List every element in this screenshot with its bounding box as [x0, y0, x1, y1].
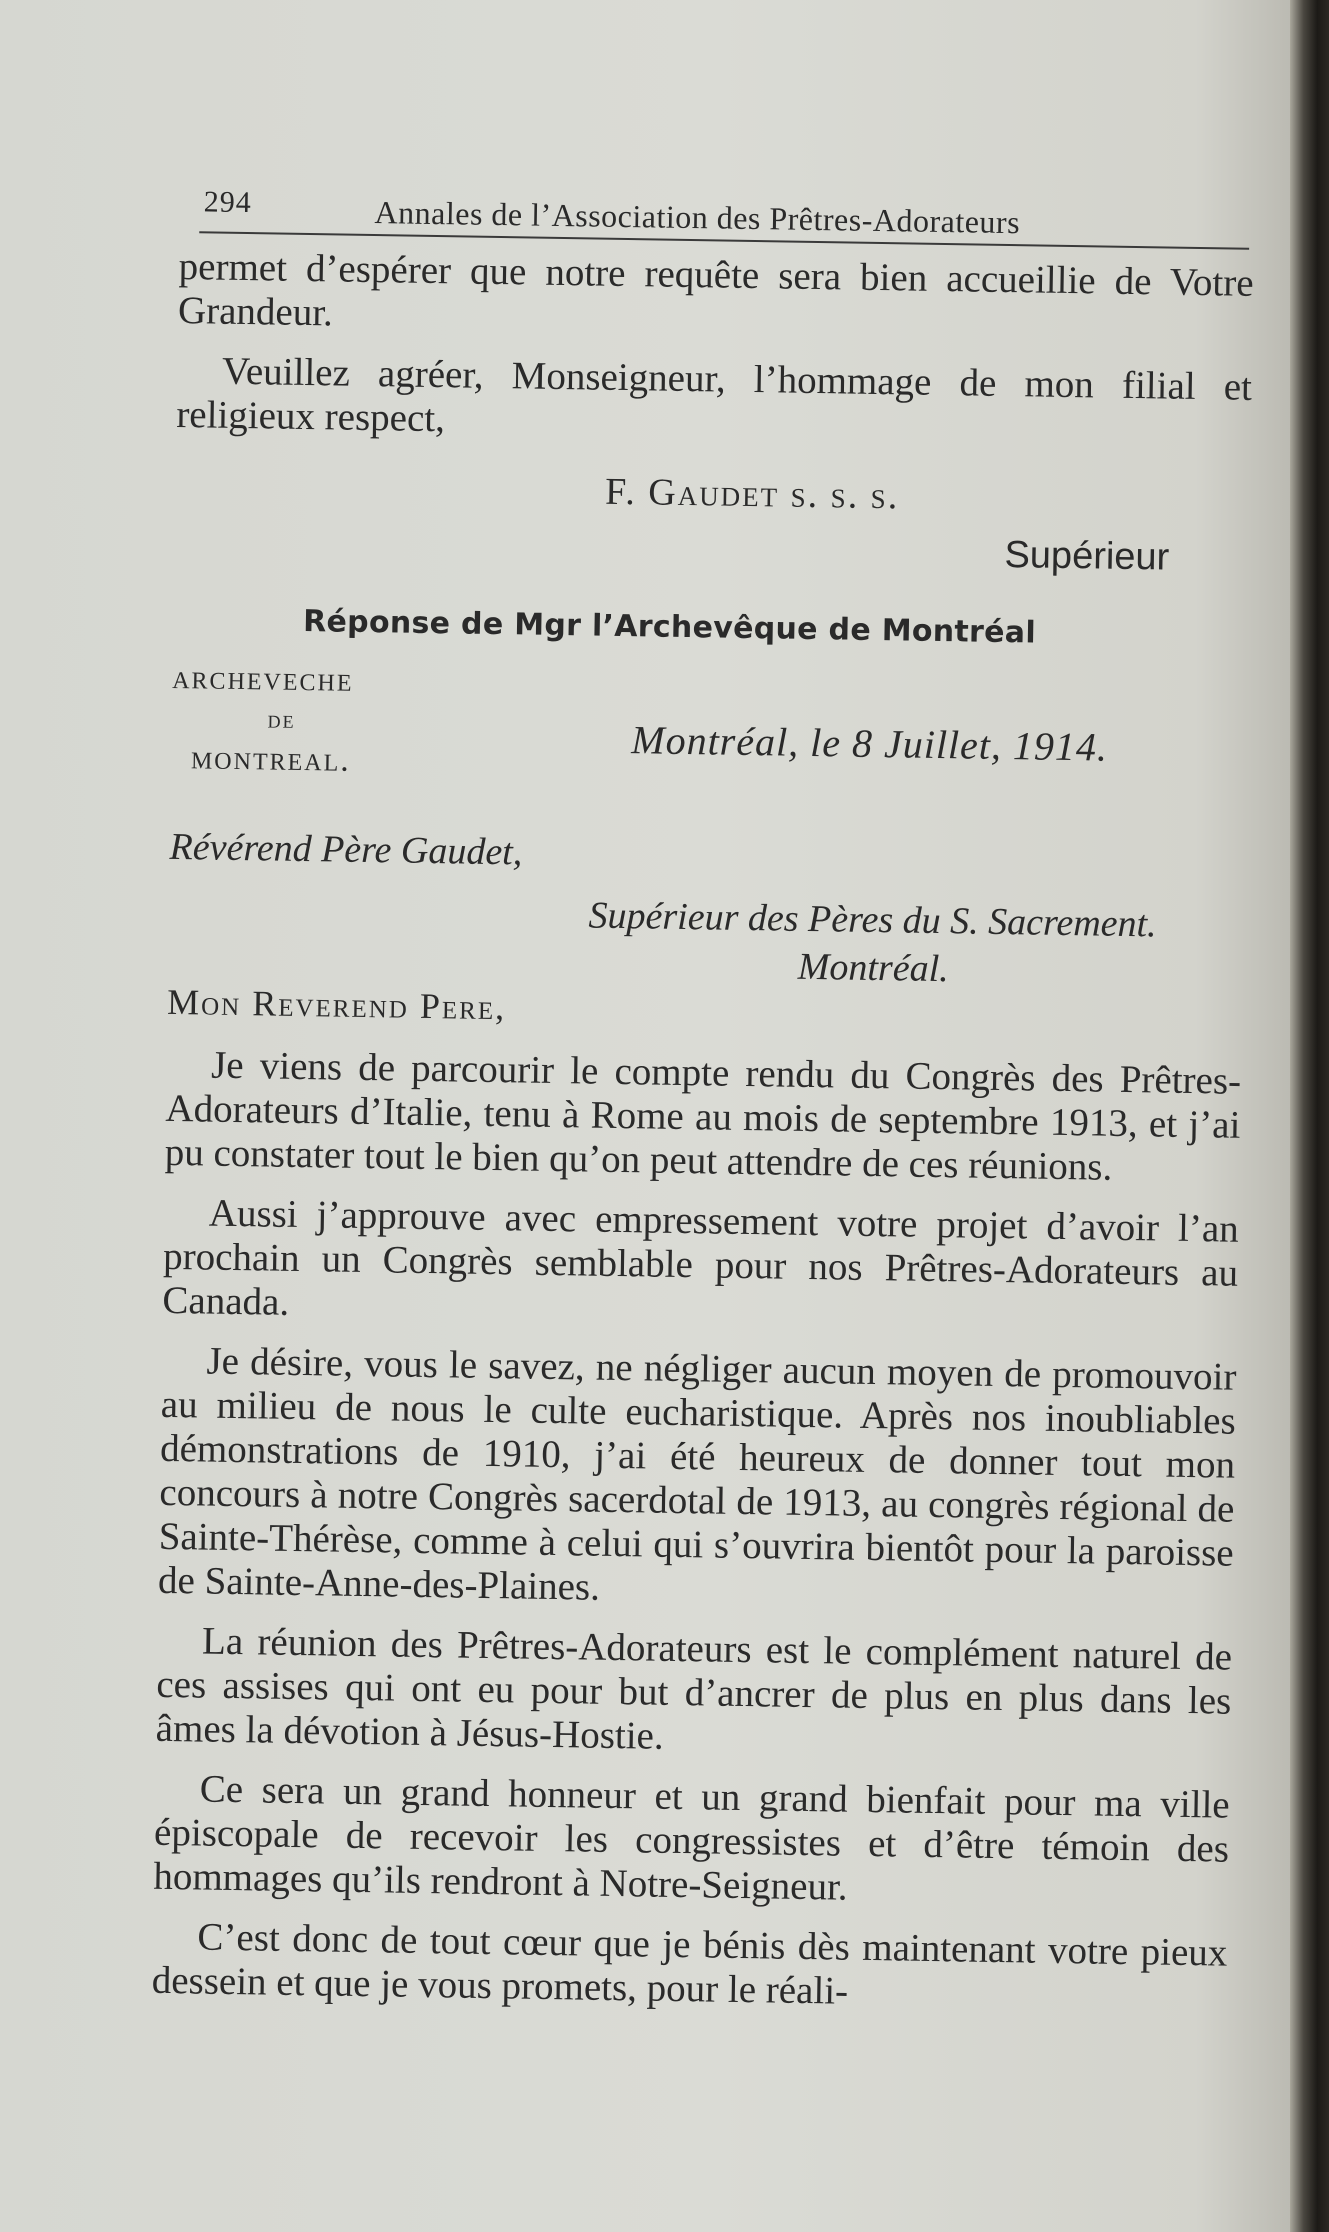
signature-name: F. Gaudet s. s. s. — [604, 470, 900, 518]
closing-paragraph: Veuillez agréer, Monseigneur, l’hommage de mon filial et religieux respect, — [176, 349, 1253, 441]
letterhead-line-2: de — [267, 704, 296, 734]
book-spine-shadow — [1290, 0, 1329, 2232]
letter-salutation: Révérend Père Gaudet, — [169, 825, 523, 874]
letter-paragraph: La réunion des Prêtres-Adorateurs est le complément naturel de ces assises qui ont eu pour but d’ancrer de plus en plus dans les âmes la dévotion à Jésus-Hostie. — [155, 1619, 1233, 1758]
signature-title: Supérieur — [1004, 533, 1170, 579]
section-heading: Réponse de Mgr l’Archevêque de Montréal — [302, 603, 1037, 651]
letterhead-line-3: montreal. — [190, 739, 352, 779]
letter-address: Mon Reverend Pere, — [166, 981, 507, 1028]
letter-date: Montréal, le 8 Juillet, 1914. — [630, 717, 1109, 770]
letterhead-line-1: archeveche — [171, 658, 354, 699]
letter-paragraph: Ce sera un grand honneur et un grand bienfait pour ma ville épiscopale de recevoir les congressistes et d’être témoin des hommages qu’ils rendront à Notre-Seigneur. — [153, 1767, 1231, 1909]
recipient-line-1: Supérieur des Pères du S. Sacrement. — [588, 894, 1157, 946]
recipient-line-2: Montréal. — [797, 945, 950, 991]
letter-paragraph: Je désire, vous le savez, ne négliger aucun moyen de promouvoir au milieu de nous le culte eucharistique. Après nos inoubliables démonstrations de 1910, j’ai été heureux de donner tout mon concours à notre Congrès sacerdotal de 1913, au congrès régional de Sainte-Thérèse, comme à celui qui s’ouvrira bientôt pour la paroisse de Sainte-Anne-des-Plaines. — [157, 1339, 1237, 1609]
page-content — [151, 185, 1254, 2020]
letter-paragraph: C’est donc de tout cœur que je bénis dès maintenant votre pieux dessein et que je vous promets, pour le réali- — [151, 1915, 1228, 2013]
letter-paragraph: Je viens de parcourir le compte rendu du Congrès des Prêtres-Adorateurs d’Italie, tenu à Rome au mois de septembre 1913, et j’ai pu constater tout le bien qu’on peut attendre de ces réunions. — [164, 1043, 1242, 1189]
letter-body — [151, 1043, 1241, 2020]
continuation-paragraph: permet d’espérer que notre requête sera bien accueillie de Votre Grandeur. — [177, 244, 1254, 335]
letterhead — [170, 659, 1247, 826]
page-number: 294 — [203, 185, 252, 220]
running-title: Annales de l’Association des Prêtres-Adorateurs — [374, 194, 1021, 241]
letter-paragraph: Aussi j’approuve avec empressement votre projet d’avoir l’an prochain un Congrès semblable pour nos Prêtres-Adorateurs au Canada. — [162, 1191, 1240, 1324]
